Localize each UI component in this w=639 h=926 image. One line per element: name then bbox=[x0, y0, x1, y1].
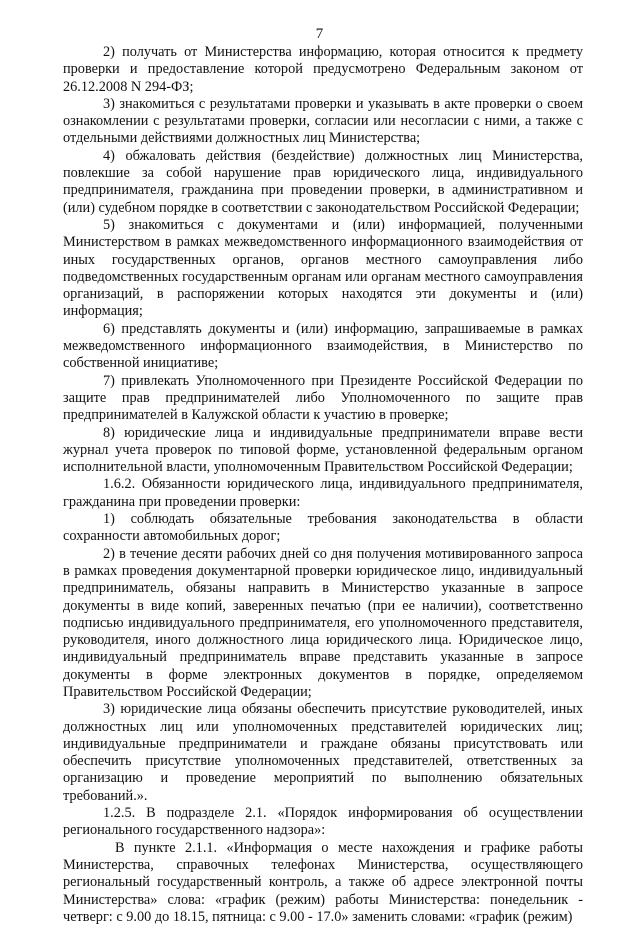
paragraph-section-1-2-5: 1.2.5. В подразделе 2.1. «Порядок информирования об осуществлении регионального государственного надзора»: bbox=[63, 805, 583, 839]
paragraph-right-2: 2) получать от Министерства информацию, которая относится к предмету проверки и предоставление которой предусмотрено Федеральным законом от 26.12.2008 N 294-ФЗ; bbox=[63, 44, 583, 95]
paragraph-right-3: 3) знакомиться с результатами проверки и указывать в акте проверки о своем ознакомлении с результатами проверки, согласии или несогласии с ними, а также с отдельными действиями должностных лиц Министерства; bbox=[63, 95, 583, 147]
paragraph-right-6: 6) представлять документы и (или) информацию, запрашиваемые в рамках межведомственного информационного взаимодействия, в Министерство по собственной инициативе; bbox=[63, 320, 583, 372]
paragraph-duty-2: 2) в течение десяти рабочих дней со дня получения мотивированного запроса в рамках проведения документарной проверки юридическое лицо, индивидуальный предприниматель, обязаны направить в Министерство указанные в запросе документы в виде копий, заверенных печатью (при ее наличии), соответственно подписью индивидуального предпринимателя, его уполномоченного представителя, руководителя, иного должностного лица юридического лица. Юридическое лицо, индивидуальный предприниматель вправе представить указанные в запросе документы в форме электронных документов в порядке, определяемом Правительством Российской Федерации; bbox=[63, 545, 583, 700]
page-number: 7 bbox=[315, 26, 324, 42]
paragraph-right-5: 5) знакомиться с документами и (или) информацией, полученными Министерством в рамках межведомственного информационного взаимодействия от иных государственных органов, органов местного самоуправления либо подведомственных государственным органам или органам местного самоуправления организаций, в распоряжении которых находятся эти документы и (или) информация; bbox=[63, 216, 583, 320]
paragraph-item-2-1-1: В пункте 2.1.1. «Информация о месте нахождения и графике работы Министерства, справочных телефонах Министерства, осуществляющего региональный государственный контроль, а также об адресе электронной почты Министерства» слова: «график (режим) работы Министерства: понедельник - четверг: с 9.00 до 18.15, пятница: с 9.00 - 17.0» заменить словами: «график (режим) bbox=[63, 839, 583, 925]
paragraph-right-7: 7) привлекать Уполномоченного при Президенте Российской Федерации по защите прав предпринимателей либо Уполномоченного по защите прав предпринимателей в Калужской области к участию в проверке; bbox=[63, 372, 583, 424]
paragraph-section-1-6-2: 1.6.2. Обязанности юридического лица, индивидуального предпринимателя, гражданина при проведении проверки: bbox=[63, 476, 583, 510]
paragraph-duty-1: 1) соблюдать обязательные требования законодательства в области сохранности автомобильных дорог; bbox=[63, 511, 583, 545]
paragraph-duty-3: 3) юридические лица обязаны обеспечить присутствие руководителей, иных должностных лиц или уполномоченных представителей юридических лиц; индивидуальные предприниматели и граждане обязаны присутствовать или обеспечить присутствие уполномоченных представителей, ответственных за организацию и проведение мероприятий по выполнению обязательных требований.». bbox=[63, 701, 583, 804]
paragraph-right-4: 4) обжаловать действия (бездействие) должностных лиц Министерства, повлекшие за собой нарушение прав юридического лица, индивидуального предпринимателя, гражданина при проведении проверки, в административном и (или) судебном порядке в соответствии с законодательством Российской Федерации; bbox=[63, 147, 583, 216]
paragraph-right-8: 8) юридические лица и индивидуальные предприниматели вправе вести журнал учета проверок по типовой форме, установленной федеральным органом исполнительной власти, уполномоченным Правительством Российской Федерации; bbox=[63, 424, 583, 476]
document-body bbox=[63, 44, 583, 926]
